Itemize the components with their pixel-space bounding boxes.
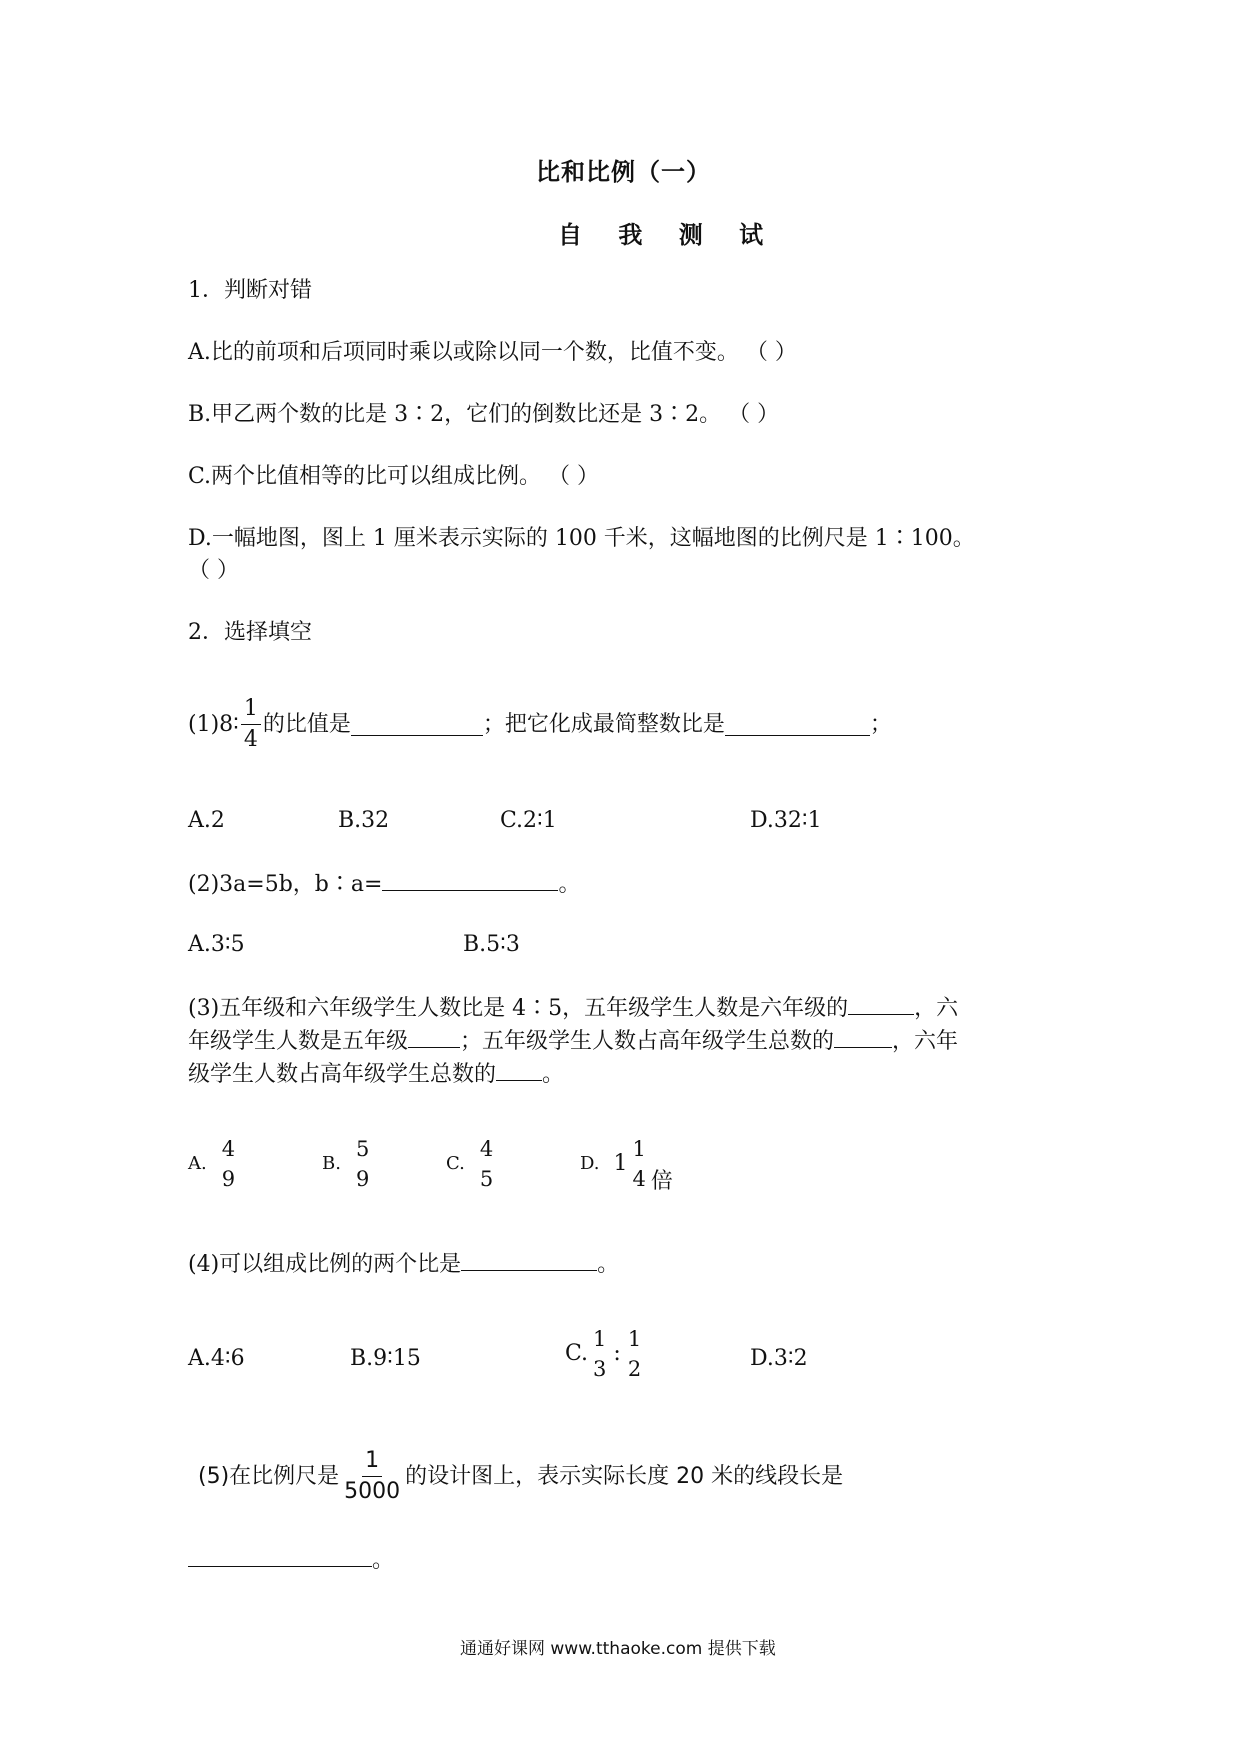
q1-end: ； [869,711,892,737]
q4-option-c-label: C. [565,1341,589,1366]
question-1 [188,696,892,753]
q5-suffix: 的设计图上，表示实际长度 20 米的线段长是 [405,1463,844,1489]
q2-option-a: A.3∶5 [188,932,245,957]
q3-blank-4[interactable] [496,1058,542,1081]
q1-option-b: B.32 [338,808,390,833]
q3-a-num: 4 [221,1137,236,1161]
q3-line1: (3)五年级和六年级学生人数比是 4∶5，五年级学生人数是六年级的 [188,996,849,1021]
q3-option-c-label: C. [446,1153,465,1174]
q2-text: (2)3a=5b，b∶a= [188,872,383,897]
q3-line3: 级学生人数占高年级学生总数的 [188,1062,497,1087]
q4-option-c-frac-2 [625,1326,644,1382]
q3-option-a [188,1136,240,1192]
q4-option-a: A.4∶6 [188,1346,245,1371]
q1-option-c: C.2∶1 [500,808,557,833]
q3-d-den: 4 [632,1167,646,1191]
page-title: 比和比例（一） [536,158,711,186]
judge-item-c: C.两个比值相等的比可以组成比例。 （ ） [188,464,600,489]
q4-c-num-1: 1 [593,1327,607,1351]
q3-option-a-label: A. [188,1153,207,1174]
q4-option-c [565,1326,646,1382]
q1-option-d: D.32∶1 [750,808,822,833]
q4-c-den-2: 2 [627,1357,642,1381]
q4-option-c-sep: : [613,1341,621,1366]
q3-option-a-fraction [219,1136,238,1192]
q3-option-c [446,1136,498,1192]
q3-d-num: 1 [632,1137,646,1161]
judge-item-a: A.比的前项和后项同时乘以或除以同一个数，比值不变。 （ ） [188,340,797,365]
q2-option-b: B.5∶3 [463,932,520,957]
q1-frac-den: 4 [243,727,258,752]
q5-fraction [341,1448,403,1505]
question-5 [198,1448,843,1505]
q5-frac-num: 1 [362,1448,382,1477]
q3-blank-2[interactable] [408,1025,460,1048]
question-5-answer [188,1544,394,1576]
q3-line3-end: 。 [542,1062,565,1087]
q3-c-den: 5 [479,1167,494,1191]
section1-heading: 1．判断对错 [188,278,312,303]
q3-option-d-fraction [630,1136,649,1192]
q1-frac-num: 1 [241,696,261,725]
q4-blank[interactable] [461,1248,597,1271]
q3-option-d-whole: 1 [613,1151,628,1176]
q3-option-d [580,1136,673,1192]
q3-option-b-fraction [353,1136,372,1192]
q3-b-num: 5 [355,1137,370,1161]
judge-item-d-paren: （ ） [188,558,239,583]
q1-prefix: (1)8∶ [188,711,239,737]
q3-option-b-label: B. [322,1153,341,1174]
q3-option-c-fraction [477,1136,496,1192]
q4-c-num-2: 1 [627,1327,642,1351]
question-4 [188,1248,619,1280]
question-3-line-3 [188,1058,564,1090]
q4-end: 。 [597,1252,620,1277]
q5-frac-den: 5000 [344,1479,401,1504]
q3-a-den: 9 [221,1167,236,1191]
q3-c-num: 4 [479,1137,494,1161]
q3-option-d-suffix: 倍 [650,1169,673,1194]
q1-mid2: ；把它化成最简整数比是 [482,711,725,737]
judge-item-d: D.一幅地图，图上 1 厘米表示实际的 100 千米，这幅地图的比例尺是 1∶100。 [188,526,975,551]
q4-c-den-1: 3 [593,1357,607,1381]
q5-prefix: (5)在比例尺是 [198,1463,340,1489]
q3-line2-mid: ；五年级学生人数占高年级学生总数的 [460,1029,835,1054]
q3-line2-end: ，六年 [892,1029,959,1054]
question-3-line-2 [188,1025,958,1057]
question-3-line-1 [188,992,958,1024]
q1-option-a: A.2 [188,808,225,833]
q3-option-b [322,1136,374,1192]
q2-end: 。 [558,872,581,897]
q5-end: 。 [372,1548,395,1573]
q1-blank-2[interactable] [725,713,870,736]
q5-blank[interactable] [188,1544,372,1567]
q3-line2: 年级学生人数是五年级 [188,1029,409,1054]
q2-blank[interactable] [382,868,558,891]
q3-b-den: 9 [355,1167,370,1191]
judge-item-b: B.甲乙两个数的比是 3∶2，它们的倒数比还是 3∶2。 （ ） [188,402,780,427]
q1-fraction [241,696,261,753]
q3-line1-end: ，六 [914,996,959,1021]
q4-option-d: D.3∶2 [750,1346,808,1371]
q4-option-b: B.9∶15 [350,1346,421,1371]
q3-blank-1[interactable] [848,992,914,1015]
q1-mid: 的比值是 [262,711,351,737]
section2-heading: 2．选择填空 [188,620,312,645]
question-2 [188,868,580,900]
q4-text: (4)可以组成比例的两个比是 [188,1252,462,1277]
footer-credit: 通通好课网 www.tthaoke.com 提供下载 [460,1639,776,1659]
q1-blank-1[interactable] [351,713,483,736]
q3-blank-3[interactable] [834,1025,892,1048]
q4-option-c-frac-1 [590,1326,609,1382]
q3-option-d-label: D. [580,1153,600,1174]
page-subtitle: 自 我 测 试 [558,221,778,249]
